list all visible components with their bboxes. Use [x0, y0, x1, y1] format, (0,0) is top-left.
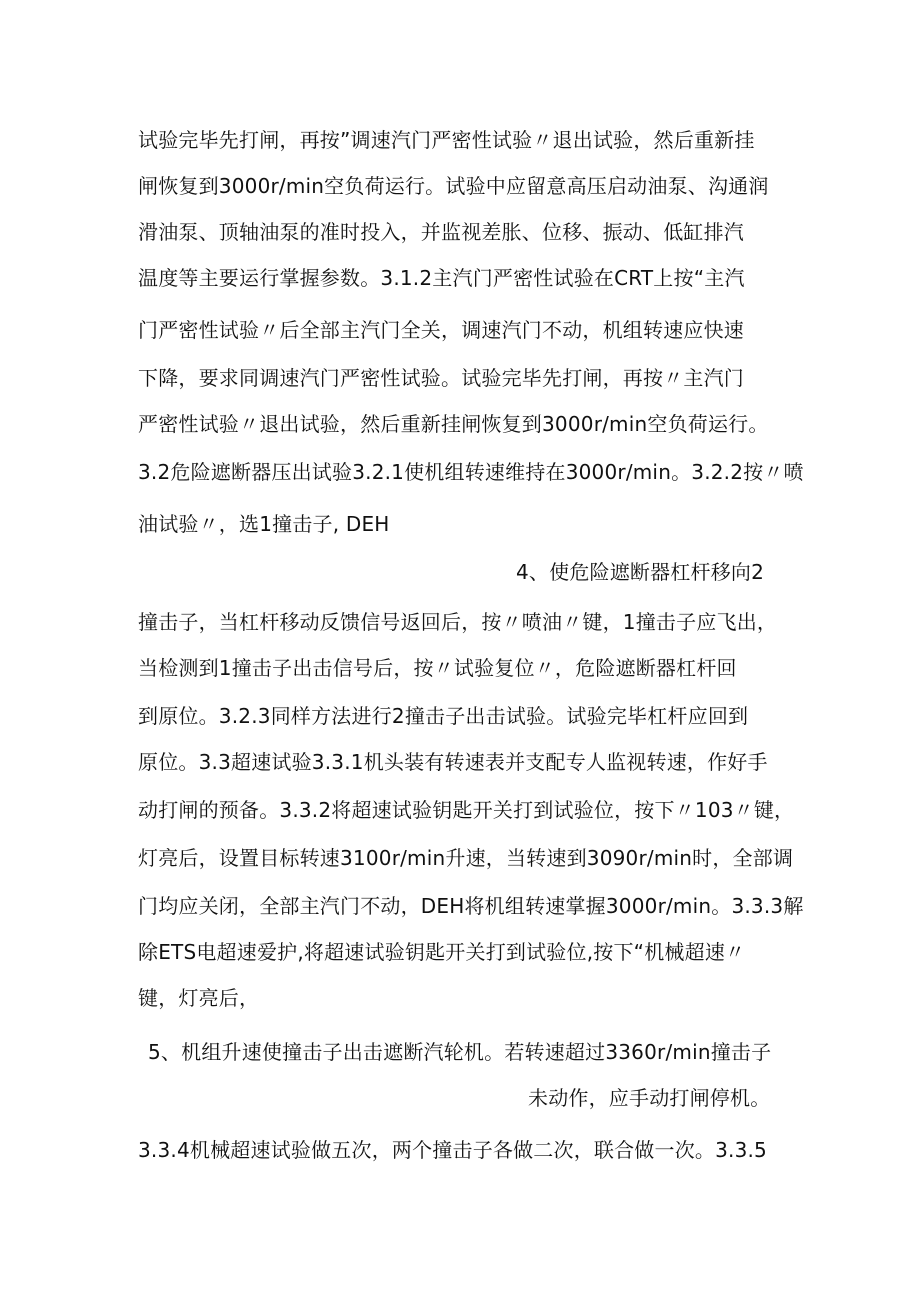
text-line: 油试验〃，选1撞击子, DEH	[138, 512, 390, 536]
text-line: 门均应关闭，全部主汽门不动，DEH将机组转速掌握3000r/min。3.3.3解	[138, 894, 804, 918]
text-line-indented: 5、机组升速使撞击子出击遮断汽轮机。若转速超过3360r/min撞击子	[148, 1040, 772, 1064]
text-line: 动打闸的预备。3.3.2将超速试验钥匙开关打到试验位，按下〃103〃键，	[138, 798, 795, 822]
text-line: 除ETS电超速爱护,将超速试验钥匙开关打到试验位,按下“机械超速〃	[138, 940, 746, 964]
text-line: 严密性试验〃退出试验，然后重新挂闸恢复到3000r/min空负荷运行。	[138, 412, 769, 436]
text-line-right: 未动作，应手动打闸停机。	[528, 1086, 771, 1110]
text-line: 滑油泵、顶轴油泵的准时投入，并监视差胀、位移、振动、低缸排汽	[138, 220, 744, 244]
text-line: 闸恢复到3000r/min空负荷运行。试验中应留意高压启动油泵、沟通润	[138, 174, 769, 198]
text-line: 到原位。3.2.3同样方法进行2撞击子出击试验。试验完毕杠杆应回到	[138, 704, 749, 728]
text-line: 3.2危险遮断器压出试验3.2.1使机组转速维持在3000r/min。3.2.2按〃喷	[138, 460, 804, 484]
text-line: 撞击子，当杠杆移动反馈信号返回后，按〃喷油〃键，1撞击子应飞出，	[138, 610, 778, 634]
text-line: 当检测到1撞击子出击信号后，按〃试验复位〃，危险遮断器杠杆回	[138, 656, 737, 680]
text-line: 原位。3.3超速试验3.3.1机头装有转速表并支配专人监视转速，作好手	[138, 750, 768, 774]
text-line: 键，灯亮后，	[138, 986, 260, 1010]
text-line: 门严密性试验〃后全部主汽门全关，调速汽门不动，机组转速应快速	[138, 318, 744, 342]
text-line: 下降，要求同调速汽门严密性试验。试验完毕先打闸，再按〃主汽门	[138, 366, 744, 390]
text-line-right: 4、使危险遮断器杠杆移向2	[516, 560, 765, 584]
text-line: 灯亮后，设置目标转速3100r/min升速，当转速到3090r/min时，全部调	[138, 846, 794, 870]
text-line: 温度等主要运行掌握参数。3.1.2主汽门严密性试验在CRT上按“主汽	[138, 266, 745, 290]
text-line: 试验完毕先打闸，再按”调速汽门严密性试验〃退出试验，然后重新挂	[138, 128, 755, 152]
text-line: 3.3.4机械超速试验做五次，两个撞击子各做二次，联合做一次。3.3.5	[138, 1138, 767, 1162]
